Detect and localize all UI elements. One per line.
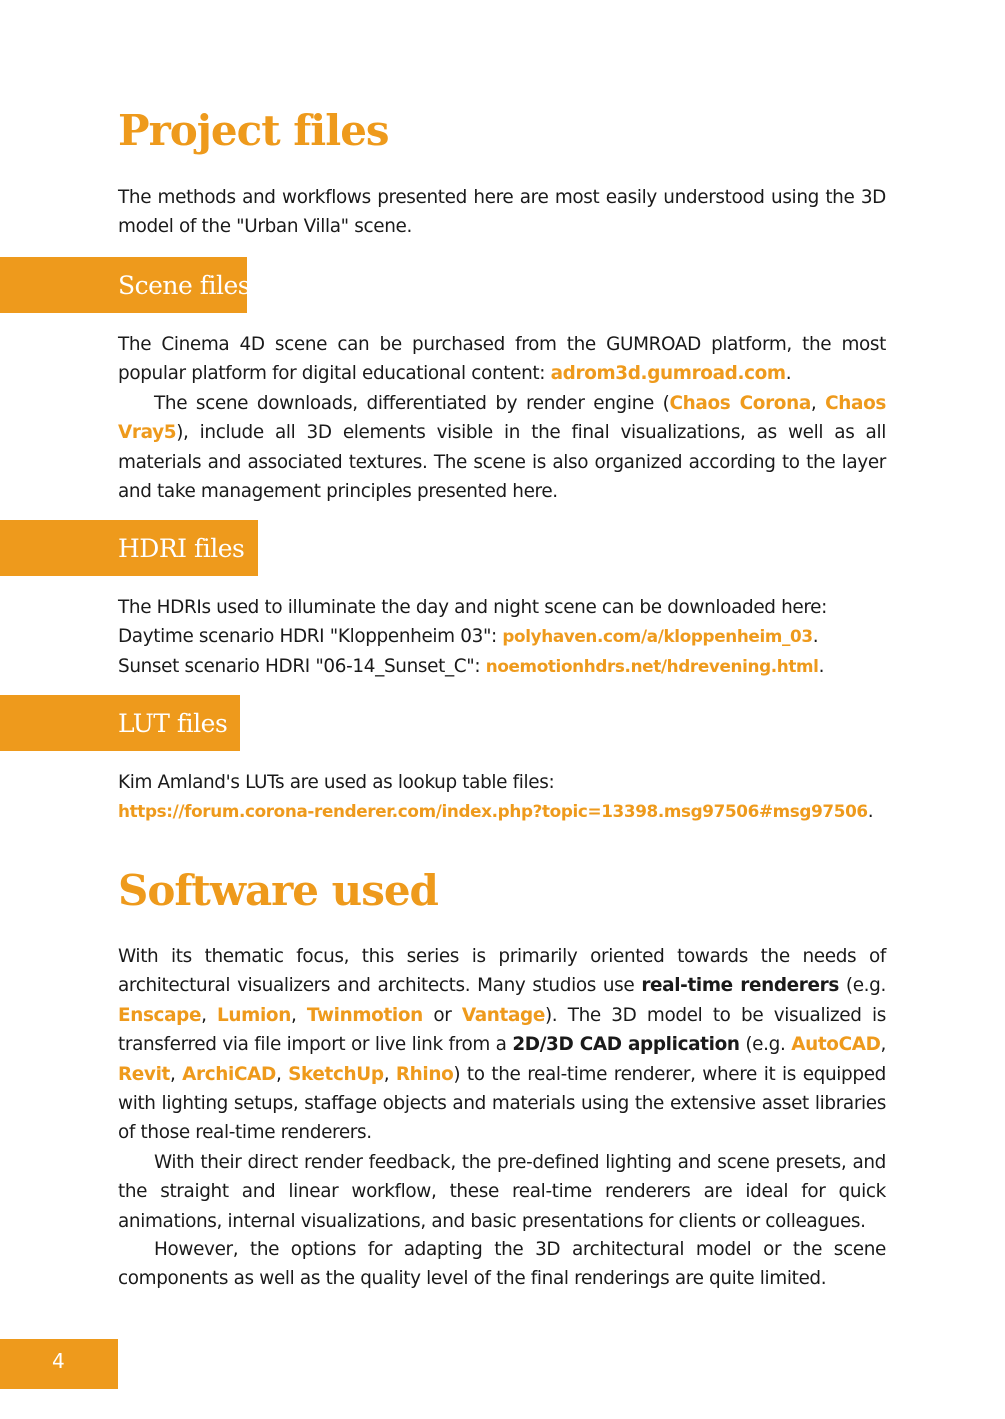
realtime-renderers-strong: real-time renderers: [641, 975, 839, 997]
project-intro: The methods and workflows presented here are most easily understood using the 3D model of the "Urban Villa" scene.: [118, 187, 886, 238]
sw-or: or: [422, 1004, 462, 1026]
scene-files-heading-label: Scene files: [118, 270, 251, 300]
rhino-link[interactable]: Rhino: [395, 1063, 454, 1085]
scene-p1-text: The Cinema 4D scene can be purchased from the GUMROAD platform, the most popular platform for digital educational content:: [118, 334, 886, 385]
sw-p1-text-a: With its thematic focus, this series is primarily oriented towards the needs of architectural visualizers and architects. Many studios use: [118, 946, 886, 997]
revit-link[interactable]: Revit: [118, 1063, 170, 1085]
archicad-link[interactable]: ArchiCAD: [182, 1063, 276, 1085]
page-number: 4: [52, 1349, 65, 1373]
hdri-line-1: The HDRIs used to illuminate the day and night scene can be downloaded here:: [118, 597, 827, 618]
hdri-line-3-text: Sunset scenario HDRI "06-14_Sunset_C":: [118, 655, 486, 677]
lut-paragraph: Kim Amland's LUTs are used as lookup table files: https://forum.corona-renderer.com/index.php?topic=13398.msg97506#msg97506.: [118, 772, 874, 823]
hdri-paragraph: The HDRIs used to illuminate the day and night scene can be downloaded here: Daytime scenario HDRI "Kloppenheim 03": polyhaven.com/a/kloppenheim_03. Sunset scenario HDRI "06-14_Sunset_C": noemotionhdrs.net/hdrevening.html.: [118, 597, 827, 677]
twinmotion-link[interactable]: Twinmotion: [306, 1004, 423, 1026]
polyhaven-link[interactable]: polyhaven.com/a/kloppenheim_03: [502, 626, 813, 647]
scene-files-heading: [0, 257, 251, 313]
autocad-link[interactable]: AutoCAD: [791, 1034, 881, 1056]
scene-paragraph-2: The scene downloads, differentiated by render engine (Chaos Corona, Chaos Vray5), include all 3D elements visible in the final visualizations, as well as all materials and associated textures. The scene is also organized according to the layer and take management principles presented here.: [118, 393, 886, 503]
chaos-vray-link[interactable]: Chaos Vray5: [118, 393, 886, 444]
sketchup-link[interactable]: SketchUp: [288, 1063, 384, 1085]
lut-files-heading-label: LUT files: [118, 708, 228, 738]
scene-p2-text-b: ), include all 3D elements visible in the final visualizations, as well as all materials and associated textures. The scene is also organized according to the layer and take management principles presented here.: [118, 422, 886, 503]
page-number-box: [0, 1339, 118, 1389]
vantage-link[interactable]: Vantage: [461, 1004, 545, 1026]
software-paragraph-2: With their direct render feedback, the pre-defined lighting and scene presets, and the straight and linear workflow, these real-time renderers are ideal for quick animations, internal visualizations, and basic presentations for clients or colleagues.: [118, 1152, 886, 1232]
lut-line-1: Kim Amland's LUTs are used as lookup table files:: [118, 772, 555, 793]
scene-paragraph-1: The Cinema 4D scene can be purchased from the GUMROAD platform, the most popular platform for digital educational content: adrom3d.gumroad.com.: [118, 334, 886, 385]
cad-application-strong: 2D/3D CAD application: [512, 1034, 740, 1056]
sw-p1-text-c: ) to the real-time renderer, where it is equipped with lighting setups, staffage objects and materials using the extensive asset libraries of those real-time renderers.: [118, 1063, 886, 1144]
software-paragraph-3: However, the options for adapting the 3D architectural model or the scene components as well as the quality level of the final renderings are quite limited.: [118, 1239, 886, 1290]
hdri-files-heading: [0, 520, 258, 576]
software-paragraph-1: With its thematic focus, this series is primarily oriented towards the needs of architectural visualizers and architects. Many studios use real-time renderers (e.g. Enscape, Lumion, Twinmotion or Vantage). The 3D model to be visualized is transferred via file import or live link from a 2D/3D CAD application (e.g. AutoCAD, Revit, ArchiCAD, SketchUp, Rhino) to the real-time renderer, where it is equipped with lighting setups, staffage objects and materials using the extensive asset libraries of those real-time renderers.: [118, 946, 887, 1144]
chaos-corona-link[interactable]: Chaos Corona: [669, 393, 811, 414]
hdri-line-2-text: Daytime scenario HDRI "Kloppenheim 03":: [118, 626, 503, 648]
software-title: Software used: [118, 866, 438, 915]
sw-eg-2: (e.g.: [739, 1034, 792, 1056]
enscape-link[interactable]: Enscape: [118, 1004, 202, 1026]
sw-eg-1: (e.g.: [838, 975, 886, 997]
lut-files-heading: [0, 695, 240, 751]
lumion-link[interactable]: Lumion: [217, 1004, 291, 1026]
corona-forum-link[interactable]: https://forum.corona-renderer.com/index.php?topic=13398.msg97506#msg97506: [118, 801, 868, 822]
scene-p2-text-a: The scene downloads, differentiated by render engine (: [154, 393, 670, 414]
gumroad-link[interactable]: adrom3d.gumroad.com: [550, 363, 786, 385]
page-title: Project files: [118, 106, 389, 155]
hdri-files-heading-label: HDRI files: [118, 533, 245, 563]
sw-p1-text-b: ). The 3D model to be visualized is transferred via file import or live link from a: [118, 1004, 886, 1056]
noemotion-link[interactable]: noemotionhdrs.net/hdrevening.html: [485, 655, 819, 676]
